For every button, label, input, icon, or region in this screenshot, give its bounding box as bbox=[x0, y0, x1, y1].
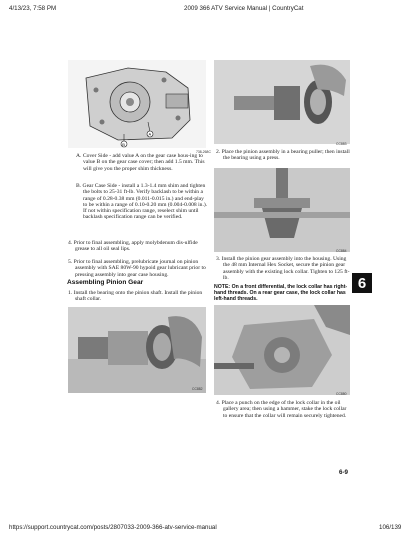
item-a-text bbox=[76, 153, 208, 172]
section-heading: Assembling Pinion Gear bbox=[67, 279, 144, 286]
step-4-text bbox=[68, 240, 208, 253]
step-3-text bbox=[216, 256, 352, 281]
bearing-photo bbox=[68, 307, 206, 393]
gear-case-drawing bbox=[68, 60, 206, 148]
svg-text:A: A bbox=[148, 131, 152, 137]
item-a: A. Cover Side - add value A on the gear case hous-ing to value B on the gear case cover; then add 1.5 mm. This will give you the proper shim thickness. bbox=[76, 153, 205, 172]
figure-caption: CC882 bbox=[192, 387, 203, 391]
step-5-text bbox=[68, 259, 208, 278]
figure-caption: CC884 bbox=[336, 249, 347, 253]
gear-case-figure bbox=[68, 60, 206, 148]
step-2-text bbox=[216, 149, 352, 162]
figure-caption: CC880 bbox=[336, 392, 347, 396]
item-b-text bbox=[76, 183, 208, 221]
step-2: 2. Place the pinion assembly in a bearing puller; then install the bearing using a press. bbox=[216, 149, 350, 162]
note-text: NOTE: On a front differential, the lock collar has right-hand threads. On a rear gear case, the lock collar has left-hand threads. bbox=[214, 284, 348, 303]
print-url: https://support.countrycat.com/posts/2807033-2009-366-atv-service-manual bbox=[9, 524, 217, 531]
print-page-count: 106/139 bbox=[379, 524, 402, 531]
pinion-photo bbox=[214, 60, 350, 144]
figure-caption: CC883 bbox=[336, 142, 347, 146]
page-number: 6-9 bbox=[339, 469, 348, 476]
step-3: 3. Install the pinion gear assembly into the housing. Using the 48 mm Internal Hex Socket, secure the pinion gear assembly with the existing lock collar. Tighten to 125 ft-lb. bbox=[216, 256, 350, 281]
step-1-text bbox=[68, 290, 208, 303]
step-1: 1. Install the bearing onto the pinion shaft. Install the pinion shaft collar. bbox=[68, 290, 203, 303]
item-b: B. Gear Case Side - install a 1.3-1.4 mm shim and tighten the bolts to 25-31 ft-lb. Verify backlash to be within a range of 0.28-0.38 mm (0.011-0.015 in.) and end-play to be within a range of 0.10-0.20 mm (0.004-0.008 in.). If not within specification range, reselect shim until backlash specification range can be verified. bbox=[76, 183, 208, 221]
svg-text:B: B bbox=[122, 141, 125, 147]
step-4-text bbox=[216, 400, 352, 419]
press-photo bbox=[214, 168, 350, 252]
print-title: 2009 366 ATV Service Manual | CountryCat bbox=[184, 5, 304, 12]
step-4: 4. Prior to final assembling, apply molybdenum dis-ulfide grease to all oil seal lips. bbox=[68, 240, 198, 253]
section-tab: 6 bbox=[352, 273, 372, 293]
step-4b: 4. Place a punch on the edge of the lock collar in the oil gallery area; then using a hammer, stake the lock collar to ensure that the collar will remain securely tightened. bbox=[216, 400, 347, 419]
lock-collar-photo bbox=[214, 305, 350, 395]
print-datetime: 4/13/23, 7:58 PM bbox=[9, 5, 57, 12]
figure-caption: 738-268C bbox=[196, 150, 211, 154]
step-5: 5. Prior to final assembling, prelubricate journal on pinion assembly with SAE 80W-90 hypoid gear lubricant prior to pressing assembly into gear case housing. bbox=[68, 259, 206, 278]
